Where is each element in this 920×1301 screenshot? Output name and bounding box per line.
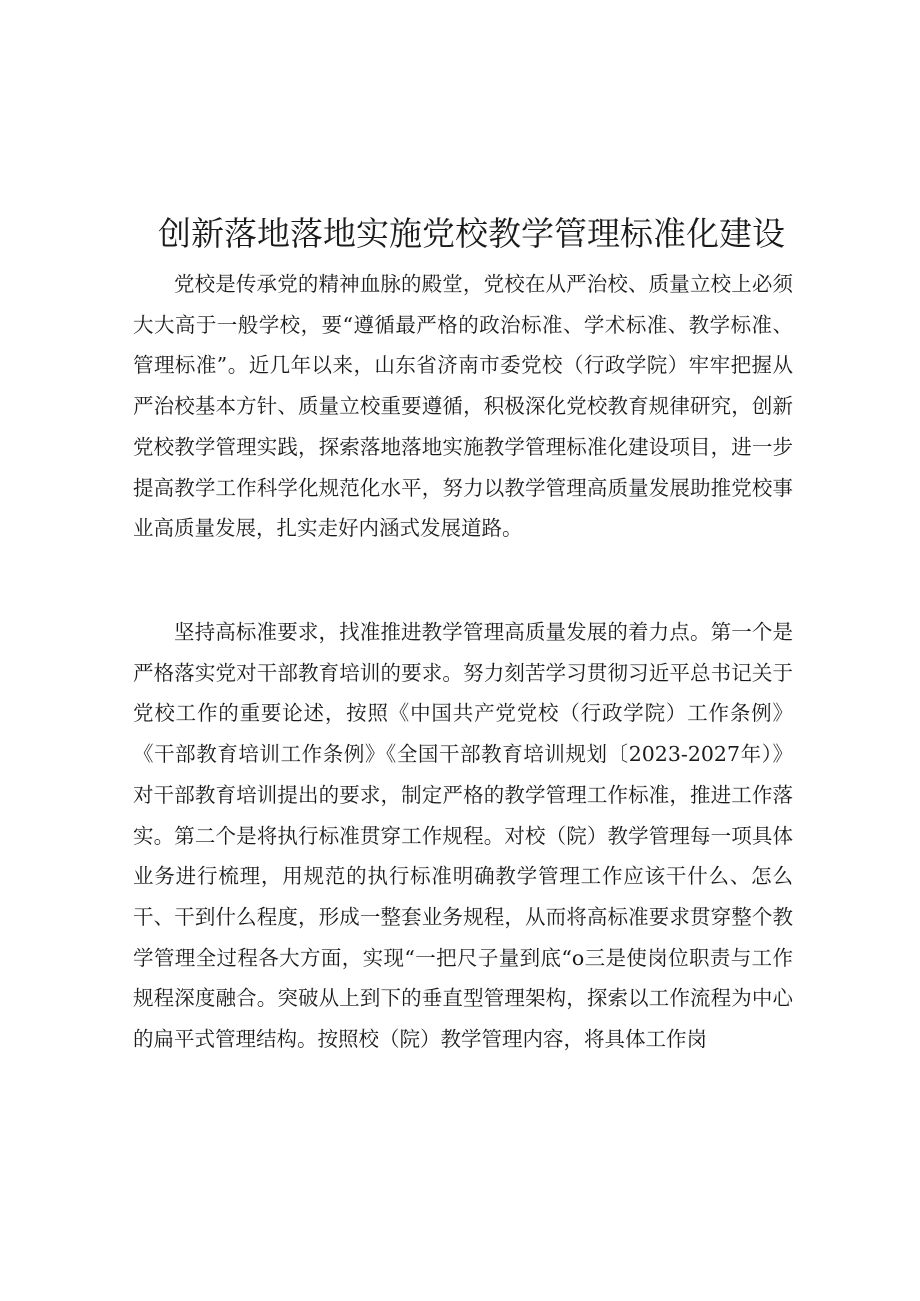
paragraph-intro: 党校是传承党的精神血脉的殿堂，党校在从严治校、质量立校上必须大大高于一般学校，要“遵循最严格的政治标准、学术标准、教学标准、管理标准”。近几年以来，山东省济南市委党校（行政学院）牢牢把握从严治校基本方针、质量立校重要遵循，积极深化党校教育规律研究，创新党校教学管理实践，探索落地落地实施教学管理标准化建设项目，进一步提高教学工作科学化规范化水平，努力以教学管理高质量发展助推党校事业高质量发展，扎实走好内涵式发展道路。 [133, 272, 793, 541]
document-title: 创新落地落地实施党校教学管理标准化建设 [158, 214, 785, 253]
paragraph-high-standards: 坚持高标准要求，找准推进教学管理高质量发展的着力点。第一个是严格落实党对干部教育培训的要求。努力刻苦学习贯彻习近平总书记关于党校工作的重要论述，按照《中国共产党党校（行政学院）工作条例》《干部教育培训工作条例》《全国干部教育培训规划〔2023-2027年）》对干部教育培训提出的要求，制定严格的教学管理工作标准，推进工作落实。第二个是将执行标准贯穿工作规程。对校（院）教学管理每一项具体业务进行梳理，用规范的执行标准明确教学管理工作应该干什么、怎么干、干到什么程度，形成一整套业务规程，从而将高标准要求贯穿整个教学管理全过程各大方面，实现“一把尺子量到底“o三是使岗位职责与工作规程深度融合。突破从上到下的垂直型管理架构，探索以工作流程为中心的扁平式管理结构。按照校（院）教学管理内容，将具体工作岗 [133, 620, 793, 1052]
